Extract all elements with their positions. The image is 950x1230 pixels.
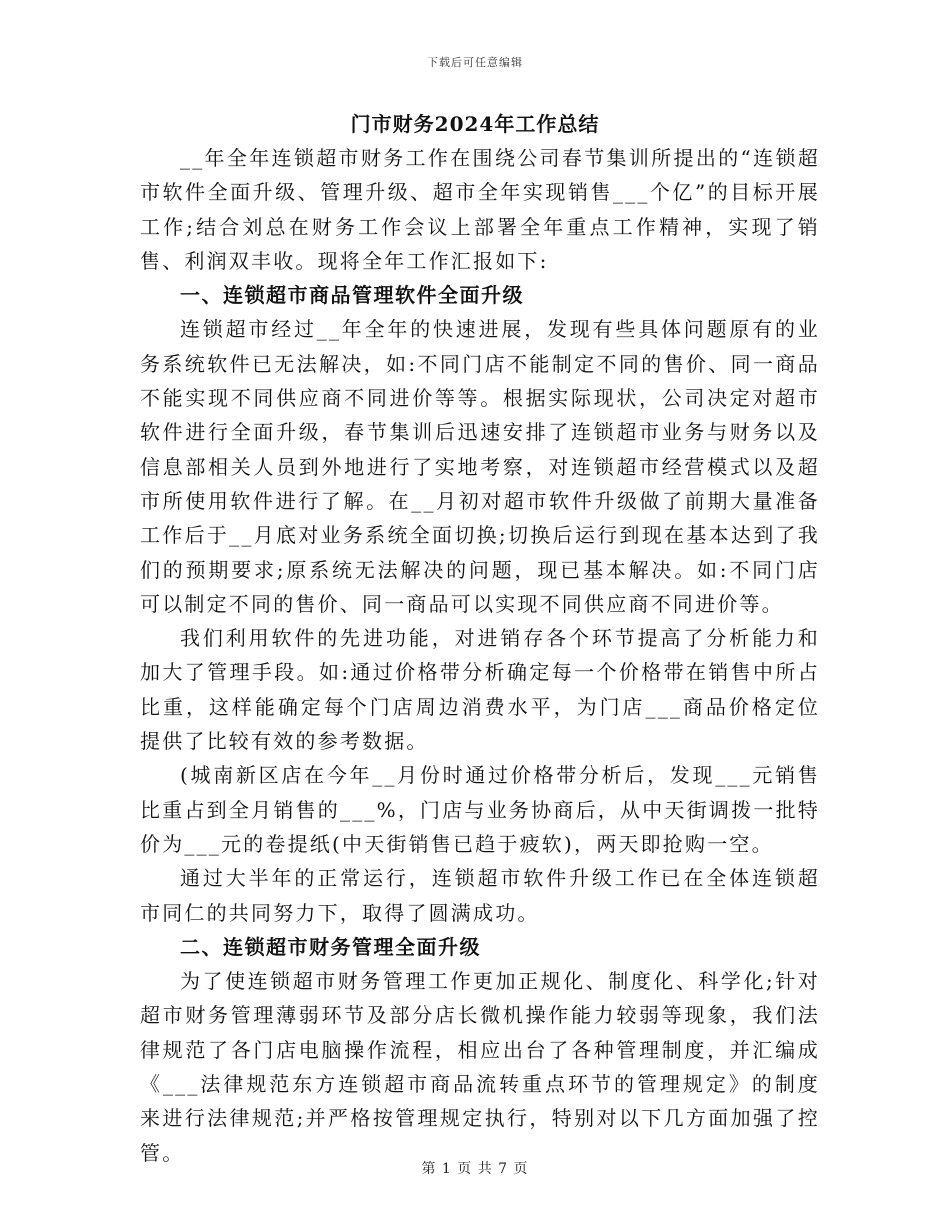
document-title: 门市财务2024年工作总结 — [350, 112, 600, 136]
paragraph-example: (城南新区店在今年__月份时通过价格带分析后，发现___元销售比重占到全月销售的___%，门店与业务协商后，从中天街调拨一批特价为___元的卷提纸(中天街销售已趋于疲软)，两天即抢购一空。 — [140, 763, 820, 856]
paragraph-finance-upgrade: 为了使连锁超市财务管理工作更加正规化、制度化、科学化;针对超市财务管理薄弱环节及部分店长微机操作能力较弱等现象，我们法律规范了各门店电脑操作流程，相应出台了各种管理制度，并汇编成《___法律规范东方连锁超市商品流转重点环节的管理规定》的制度来进行法律规范;并严格按管理规定执行，特别对以下几方面加强了控管。 — [140, 969, 820, 1165]
section-heading-2: 二、连锁超市财务管理全面升级 — [180, 934, 481, 959]
section-heading-1: 一、连锁超市商品管理软件全面升级 — [180, 283, 524, 308]
document-body — [140, 141, 820, 1170]
page-indicator: 第 1 页 共 7 页 — [421, 1161, 529, 1177]
paragraph-success: 通过大半年的正常运行，连锁超市软件升级工作已在全体连锁超市同仁的共同努力下，取得了圆满成功。 — [140, 866, 820, 925]
paragraph-intro: __年全年连锁超市财务工作在围绕公司春节集训所提出的“连锁超市软件全面升级、管理升级、超市全年实现销售___个亿”的目标开展工作;结合刘总在财务工作会议上部署全年重点工作精神，实现了销售、利润双丰收。现将全年工作汇报如下: — [140, 146, 820, 273]
paragraph-software-upgrade: 连锁超市经过__年全年的快速进展，发现有些具体问题原有的业务系统软件已无法解决，如:不同门店不能制定不同的售价、同一商品不能实现不同供应商不同进价等等。根据实际现状，公司决定对超市软件进行全面升级，春节集训后迅速安排了连锁超市业务与财务以及信息部相关人员到外地进行了实地考察，对连锁超市经营模式以及超市所使用软件进行了解。在__月初对超市软件升级做了前期大量准备工作后于__月底对业务系统全面切换;切换后运行到现在基本达到了我们的预期要求;原系统无法解决的问题，现已基本解决。如:不同门店可以制定不同的售价、同一商品可以实现不同供应商不同进价等。 — [140, 317, 820, 616]
paragraph-analysis: 我们利用软件的先进功能，对进销存各个环节提高了分析能力和加大了管理手段。如:通过价格带分析确定每一个价格带在销售中所占比重，这样能确定每个门店周边消费水平，为门店___商品价格定位提供了比较有效的参考数据。 — [140, 626, 820, 754]
header-note: 下载后可任意编辑 — [427, 56, 523, 69]
